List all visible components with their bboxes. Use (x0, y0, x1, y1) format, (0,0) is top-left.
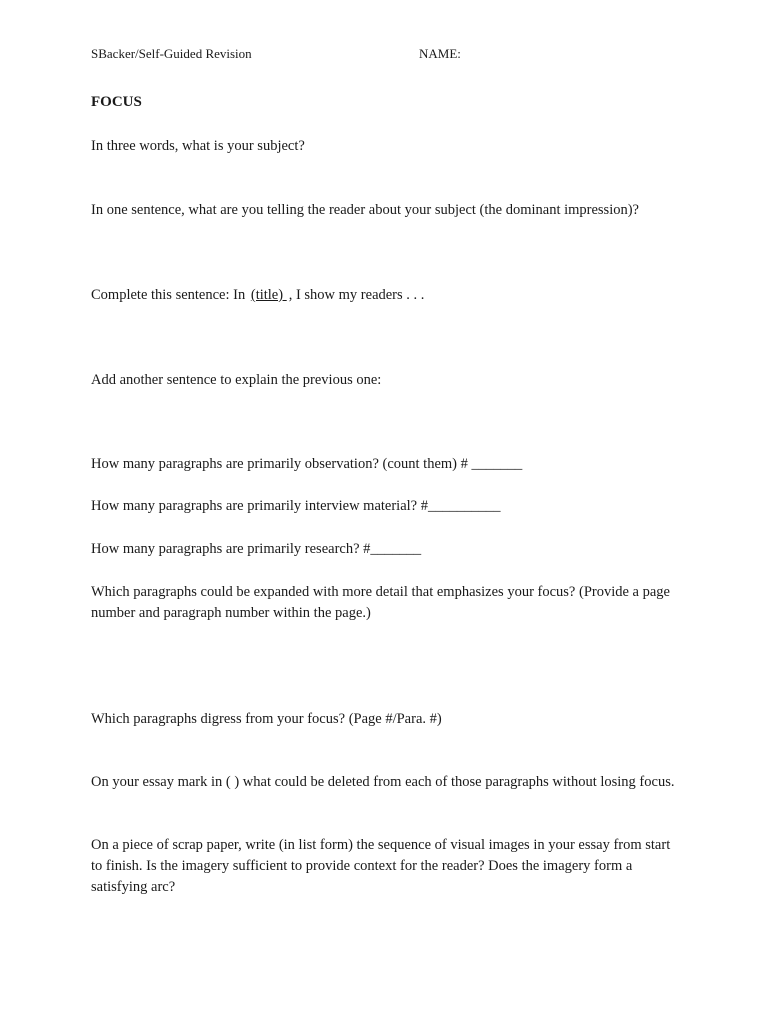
question-subject: In three words, what is your subject? (91, 138, 305, 154)
section-heading: FOCUS (91, 94, 142, 110)
question-explain-sentence: Add another sentence to explain the previous one: (91, 372, 382, 388)
header-course-label: SBacker/Self-Guided Revision (91, 46, 252, 61)
question-observation-count: How many paragraphs are primarily observation? (count them) # _______ (91, 456, 523, 472)
question-digress-paragraphs: Which paragraphs digress from your focus? (Page #/Para. #) (91, 711, 442, 727)
complete-sentence-after: , I show my readers . . . (288, 287, 425, 303)
question-dominant-impression: In one sentence, what are you telling the reader about your subject (the dominant impression)? (91, 202, 639, 218)
question-research-count: How many paragraphs are primarily research? #_______ (91, 541, 422, 557)
question-visual-images: On a piece of scrap paper, write (in list form) the sequence of visual images in your essay from start to finish. Is the imagery sufficient to provide context for the reader? Does the imagery form a satisfying arc? (91, 837, 671, 895)
question-interview-count: How many paragraphs are primarily interview material? #__________ (91, 498, 501, 514)
header-name-label: NAME: (419, 46, 461, 61)
complete-sentence-before: Complete this sentence: In (91, 287, 249, 303)
question-expand-paragraphs: Which paragraphs could be expanded with more detail that emphasizes your focus? (Provide a page number and paragraph number within the page.) (91, 584, 670, 621)
title-blank: (title) (250, 287, 287, 303)
question-delete-material: On your essay mark in ( ) what could be deleted from each of those paragraphs without losing focus. (91, 774, 675, 790)
question-complete-sentence (91, 285, 424, 306)
